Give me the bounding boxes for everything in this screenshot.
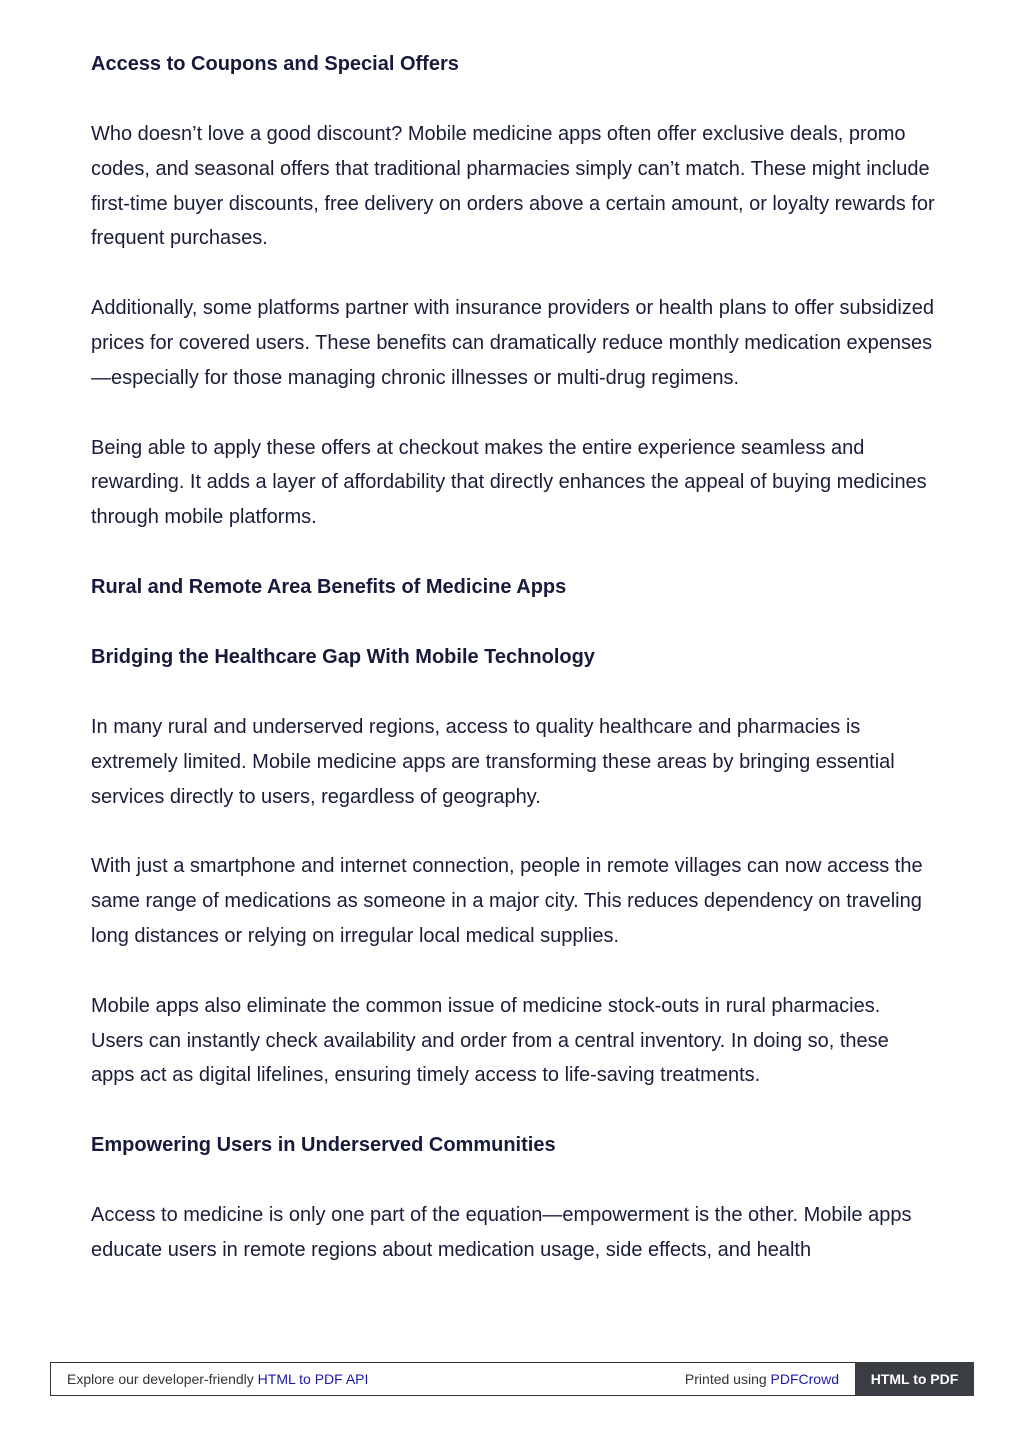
footer-explore <box>67 1363 368 1395</box>
heading-coupons: Access to Coupons and Special Offers <box>91 53 459 75</box>
html-to-pdf-api-link[interactable]: HTML to PDF API <box>257 1371 369 1387</box>
article-body <box>91 47 936 1303</box>
html-to-pdf-badge[interactable]: HTML to PDF <box>855 1362 974 1396</box>
paragraph: With just a smartphone and internet connection, people in remote villages can now access the same range of medications as someone in a major city. This reduces dependency on traveling long distances or relying on irregular local medical supplies. <box>91 855 923 947</box>
paragraph: In many rural and underserved regions, access to quality healthcare and pharmacies is extremely limited. Mobile medicine apps are transforming these areas by bringing essential services directly to users, regardless of geography. <box>91 715 895 808</box>
paragraph: Who doesn’t love a good discount? Mobile medicine apps often offer exclusive deals, promo codes, and seasonal offers that traditional pharmacies simply can’t match. These might include first-time buyer discounts, free delivery on orders above a certain amount, or loyalty rewards for frequent purchases. <box>91 123 935 250</box>
footer-printed-text: Printed using <box>684 1371 771 1387</box>
footer-explore-text: Explore our developer-friendly <box>67 1371 258 1387</box>
heading-rural-benefits: Rural and Remote Area Benefits of Medicine Apps <box>91 575 567 598</box>
paragraph: Additionally, some platforms partner with insurance providers or health plans to offer subsidized prices for covered users. These benefits can dramatically reduce monthly medication expenses—especially for those managing chronic illnesses or multi-drug regimens. <box>91 297 935 389</box>
heading-bridging-gap: Bridging the Healthcare Gap With Mobile Technology <box>91 645 595 668</box>
paragraph: Access to medicine is only one part of the equation—empowerment is the other. Mobile apps educate users in remote regions about medication usage, side effects, and health <box>91 1204 912 1261</box>
paragraph: Being able to apply these offers at checkout makes the entire experience seamless and rewarding. It adds a layer of affordability that directly enhances the appeal of buying medicines through mobile platforms. <box>91 436 927 529</box>
heading-empowering-users: Empowering Users in Underserved Communities <box>91 1134 556 1157</box>
pdf-footer-bar <box>50 1362 974 1396</box>
footer-printed <box>685 1363 839 1395</box>
paragraph: Mobile apps also eliminate the common issue of medicine stock-outs in rural pharmacies. Users can instantly check availability and order from a central inventory. In doing so, these apps act as digital lifelines, ensuring timely access to life-saving treatments. <box>91 994 889 1087</box>
pdfcrowd-link[interactable]: PDFCrowd <box>770 1371 839 1387</box>
